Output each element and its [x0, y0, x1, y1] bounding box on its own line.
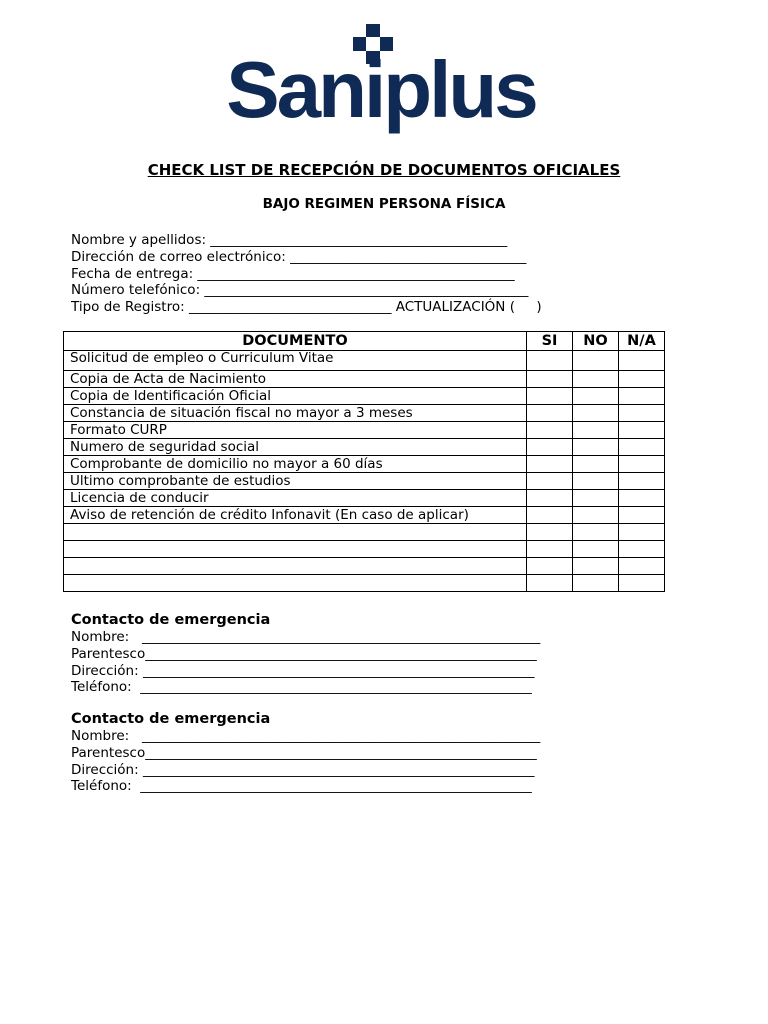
table-row [64, 405, 665, 422]
yes-cell [527, 490, 573, 507]
header-document: DOCUMENTO [64, 332, 527, 351]
table-row [64, 541, 665, 558]
contact-phone-field: Teléfono: __________________________________________________________ [71, 778, 532, 795]
no-cell [573, 371, 619, 388]
yes-cell [527, 507, 573, 524]
na-cell [619, 351, 665, 371]
emergency-contact-heading: Contacto de emergencia [71, 711, 271, 727]
table-row [64, 524, 665, 541]
na-cell [619, 541, 665, 558]
yes-cell [527, 371, 573, 388]
yes-cell [527, 524, 573, 541]
na-cell [619, 524, 665, 541]
document-cell: Constancia de situación fiscal no mayor a 3 meses [64, 405, 527, 422]
na-cell [619, 575, 665, 592]
yes-cell [527, 575, 573, 592]
no-cell [573, 456, 619, 473]
na-cell [619, 507, 665, 524]
yes-cell [527, 388, 573, 405]
document-cell [64, 524, 527, 541]
name-field: Nombre y apellidos: ____________________________________________ [71, 232, 508, 248]
table-row [64, 371, 665, 388]
contact-name-field: Nombre: ___________________________________________________________ [71, 728, 541, 744]
table-row [64, 388, 665, 405]
no-cell [573, 388, 619, 405]
table-row [64, 456, 665, 473]
yes-cell [527, 351, 573, 371]
logo-wordmark: Saniplus [226, 45, 536, 134]
document-cell [64, 558, 527, 575]
table-row [64, 473, 665, 490]
document-cell [64, 541, 527, 558]
document-cell: Solicitud de empleo o Curriculum Vitae [64, 351, 527, 371]
header-no: NO [573, 332, 619, 351]
table-header-row [64, 332, 665, 351]
delivery-date-field: Fecha de entrega: _______________________________________________ [71, 265, 515, 282]
yes-cell [527, 405, 573, 422]
no-cell [573, 405, 619, 422]
na-cell [619, 456, 665, 473]
document-cell: Numero de seguridad social [64, 439, 527, 456]
document-cell: Copia de Acta de Nacimiento [64, 371, 527, 388]
na-cell [619, 405, 665, 422]
document-cell [64, 575, 527, 592]
no-cell [573, 422, 619, 439]
yes-cell [527, 439, 573, 456]
no-cell [573, 473, 619, 490]
yes-cell [527, 422, 573, 439]
contact-phone-field: Teléfono: __________________________________________________________ [71, 679, 532, 696]
contact-name-field: Nombre: ___________________________________________________________ [71, 629, 541, 645]
na-cell [619, 473, 665, 490]
no-cell [573, 351, 619, 371]
table-row [64, 422, 665, 439]
no-cell [573, 575, 619, 592]
yes-cell [527, 541, 573, 558]
contact-relationship-field: Parentesco__________________________________________________________ [71, 744, 537, 761]
document-cell: Ultimo comprobante de estudios [64, 473, 527, 490]
no-cell [573, 524, 619, 541]
header-na: N/A [619, 332, 665, 351]
contact-address-field: Dirección: __________________________________________________________ [71, 761, 535, 778]
na-cell [619, 439, 665, 456]
document-cell: Copia de Identificación Oficial [64, 388, 527, 405]
table-row [64, 351, 665, 371]
no-cell [573, 439, 619, 456]
email-field: Dirección de correo electrónico: ___________________________________ [71, 248, 527, 265]
document-subtitle: BAJO REGIMEN PERSONA FÍSICA [262, 196, 506, 212]
na-cell [619, 490, 665, 507]
yes-cell [527, 473, 573, 490]
contact-address-field: Dirección: __________________________________________________________ [71, 662, 535, 679]
document-checklist-table [63, 331, 665, 592]
table-row [64, 490, 665, 507]
yes-cell [527, 456, 573, 473]
emergency-contact-heading: Contacto de emergencia [71, 612, 271, 628]
emergency-contact-2 [71, 711, 540, 795]
table-row [64, 575, 665, 592]
document-cell: Licencia de conducir [64, 490, 527, 507]
document-title: CHECK LIST DE RECEPCIÓN DE DOCUMENTOS OFICIALES [147, 161, 621, 179]
na-cell [619, 422, 665, 439]
na-cell [619, 371, 665, 388]
document-cell: Formato CURP [64, 422, 527, 439]
emergency-contact-1 [71, 612, 540, 696]
contact-relationship-field: Parentesco__________________________________________________________ [71, 645, 537, 662]
document-cell: Comprobante de domicilio no mayor a 60 días [64, 456, 527, 473]
no-cell [573, 541, 619, 558]
no-cell [573, 507, 619, 524]
document-cell: Aviso de retención de crédito Infonavit (En caso de aplicar) [64, 507, 527, 524]
phone-field: Número telefónico: ________________________________________________ [71, 282, 529, 299]
applicant-fields [71, 232, 542, 316]
no-cell [573, 490, 619, 507]
na-cell [619, 388, 665, 405]
registration-type-field: Tipo de Registro: ______________________________ ACTUALIZACIÓN ( ) [71, 299, 542, 316]
na-cell [619, 558, 665, 575]
yes-cell [527, 558, 573, 575]
header-yes: SI [527, 332, 573, 351]
no-cell [573, 558, 619, 575]
table-row [64, 507, 665, 524]
table-row [64, 558, 665, 575]
table-row [64, 439, 665, 456]
saniplus-logo [206, 24, 556, 138]
